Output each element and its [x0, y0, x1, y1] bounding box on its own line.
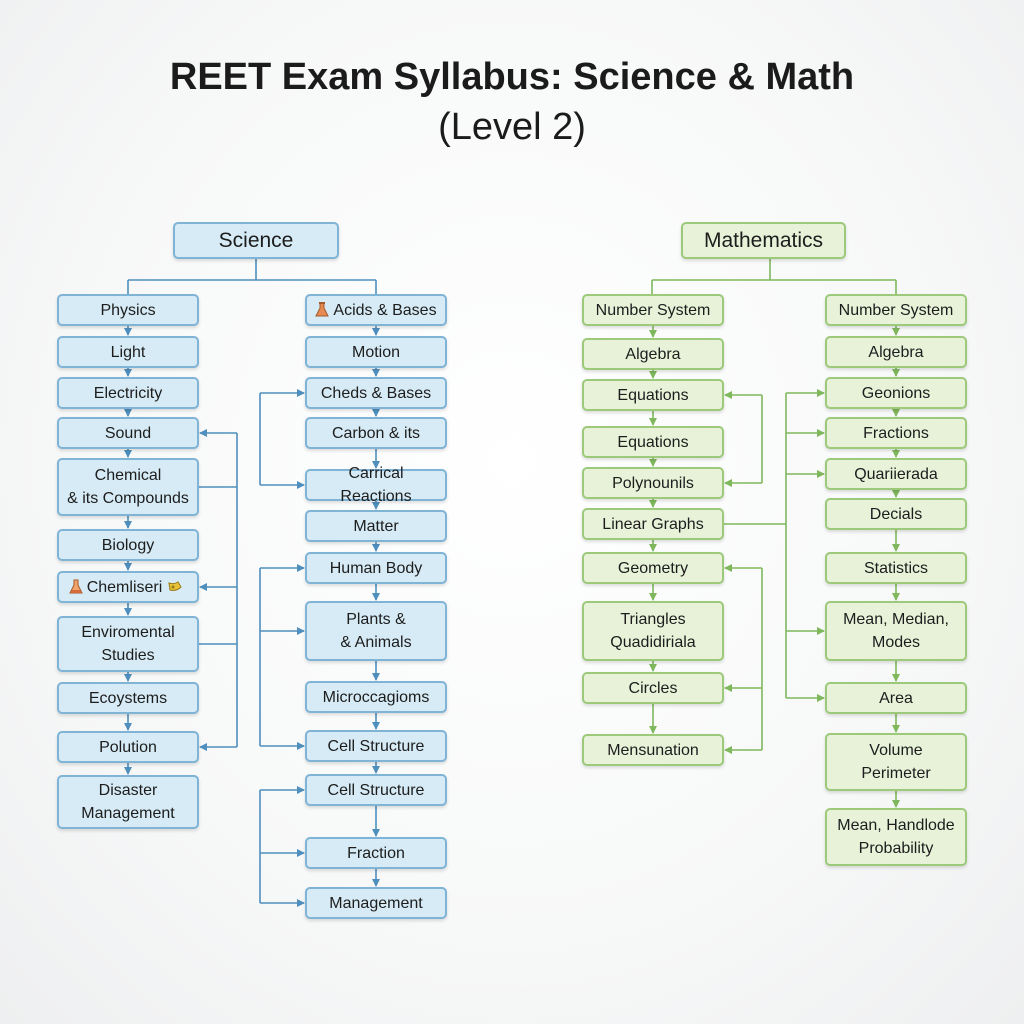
- science-right-node[interactable]: [305, 681, 447, 713]
- node-label: Area: [879, 689, 913, 707]
- node-label: Ecoystems: [88, 689, 168, 707]
- title-line-1: REET Exam Syllabus: Science & Math: [169, 56, 855, 98]
- node-label: Human Body: [329, 559, 423, 577]
- math-left-node[interactable]: [582, 338, 724, 370]
- node-label: Cell Structure: [327, 737, 425, 755]
- math-left-node[interactable]: [582, 601, 724, 661]
- science-root-node[interactable]: Science: [173, 222, 339, 259]
- node-label: Triangles Quadidiriala: [610, 611, 696, 651]
- science-left-node[interactable]: [57, 458, 199, 516]
- node-label: Cell Structure: [327, 781, 425, 799]
- math-left-node[interactable]: [582, 426, 724, 458]
- node-label: Decials: [869, 505, 923, 523]
- magnet-icon: [167, 580, 187, 594]
- science-left-node[interactable]: [57, 377, 199, 409]
- math-right-node[interactable]: [825, 417, 967, 449]
- beaker-icon: [69, 579, 87, 595]
- node-label: Fraction: [347, 844, 405, 862]
- node-label: Geonions: [861, 384, 931, 402]
- node-label: Mensunation: [607, 741, 699, 759]
- science-right-node[interactable]: [305, 510, 447, 542]
- science-right-node[interactable]: [305, 377, 447, 409]
- node-label: Management: [329, 894, 423, 912]
- title-line-2: (Level 2): [438, 106, 586, 148]
- node-label: Algebra: [868, 343, 924, 361]
- node-label: Fractions: [863, 424, 929, 442]
- science-left-node[interactable]: [57, 682, 199, 714]
- science-right-node[interactable]: [305, 552, 447, 584]
- node-label: Chemliseri: [86, 578, 163, 596]
- science-left-node[interactable]: [57, 294, 199, 326]
- math-left-node[interactable]: [582, 734, 724, 766]
- science-right-node[interactable]: [305, 417, 447, 449]
- math-right-node[interactable]: [825, 552, 967, 584]
- node-label: Equations: [617, 386, 689, 404]
- tree-connector: [128, 259, 376, 294]
- science-left-node[interactable]: [57, 336, 199, 368]
- math-right-node[interactable]: [825, 498, 967, 530]
- science-right-node[interactable]: [305, 601, 447, 661]
- node-label: Mean, Handlode Probability: [837, 817, 955, 857]
- node-label: Cheds & Bases: [320, 384, 432, 402]
- math-left-node[interactable]: [582, 552, 724, 584]
- science-left-node[interactable]: [57, 529, 199, 561]
- science-left-node[interactable]: [57, 616, 199, 672]
- science-right-node[interactable]: [305, 887, 447, 919]
- math-right-node[interactable]: [825, 601, 967, 661]
- node-label: Microccagioms: [322, 688, 430, 706]
- node-label: Physics: [100, 301, 156, 319]
- science-right-node[interactable]: [305, 465, 447, 505]
- flask-icon: [315, 302, 333, 318]
- science-right-node[interactable]: [305, 336, 447, 368]
- node-label: Matter: [353, 517, 399, 535]
- math-right-node[interactable]: [825, 733, 967, 791]
- math-left-node[interactable]: [582, 672, 724, 704]
- node-label: Quariierada: [854, 465, 938, 483]
- node-label: Number System: [595, 301, 711, 319]
- math-left-node[interactable]: [582, 508, 724, 540]
- math-right-node[interactable]: [825, 682, 967, 714]
- science-right-node[interactable]: [305, 294, 447, 326]
- node-label: Acids & Bases: [333, 301, 437, 319]
- math-right-node[interactable]: [825, 336, 967, 368]
- node-label: Equations: [617, 433, 689, 451]
- node-label: Geometry: [617, 559, 689, 577]
- node-label: Biology: [101, 536, 155, 554]
- node-label: Electricity: [93, 384, 163, 402]
- math-right-node[interactable]: [825, 808, 967, 866]
- node-label: Volume Perimeter: [861, 742, 931, 782]
- tree-connector: [652, 259, 896, 294]
- math-left-node[interactable]: [582, 467, 724, 499]
- node-label: Linear Graphs: [602, 515, 704, 533]
- node-label: Enviromental Studies: [81, 624, 175, 664]
- node-label: Algebra: [625, 345, 681, 363]
- science-right-node[interactable]: [305, 837, 447, 869]
- math-right-node[interactable]: [825, 458, 967, 490]
- node-label: Motion: [351, 343, 401, 361]
- node-label: Sound: [104, 424, 152, 442]
- node-label: Disaster Management: [81, 782, 175, 822]
- node-label: Number System: [838, 301, 954, 319]
- node-label: Plants & & Animals: [340, 611, 412, 651]
- node-label: Statistics: [863, 559, 928, 577]
- math-left-node[interactable]: [582, 379, 724, 411]
- node-label: Mean, Median, Modes: [843, 611, 949, 651]
- science-right-node[interactable]: [305, 774, 447, 806]
- node-label: Polynounils: [612, 474, 694, 492]
- science-left-node[interactable]: [57, 417, 199, 449]
- node-label: Polution: [99, 738, 157, 756]
- node-label: Circles: [628, 679, 678, 697]
- node-label: Carrical Reactions: [340, 465, 412, 505]
- science-left-node[interactable]: [57, 571, 199, 603]
- node-label: Carbon & its: [331, 424, 421, 442]
- math-right-node[interactable]: [825, 377, 967, 409]
- node-label: Light: [110, 343, 146, 361]
- math-right-node[interactable]: [825, 294, 967, 326]
- math-root-node[interactable]: Mathematics: [681, 222, 846, 259]
- math-left-node[interactable]: [582, 294, 724, 326]
- science-left-node[interactable]: [57, 775, 199, 829]
- science-right-node[interactable]: [305, 730, 447, 762]
- node-label: Chemical & its Compounds: [67, 467, 189, 507]
- science-left-node[interactable]: [57, 731, 199, 763]
